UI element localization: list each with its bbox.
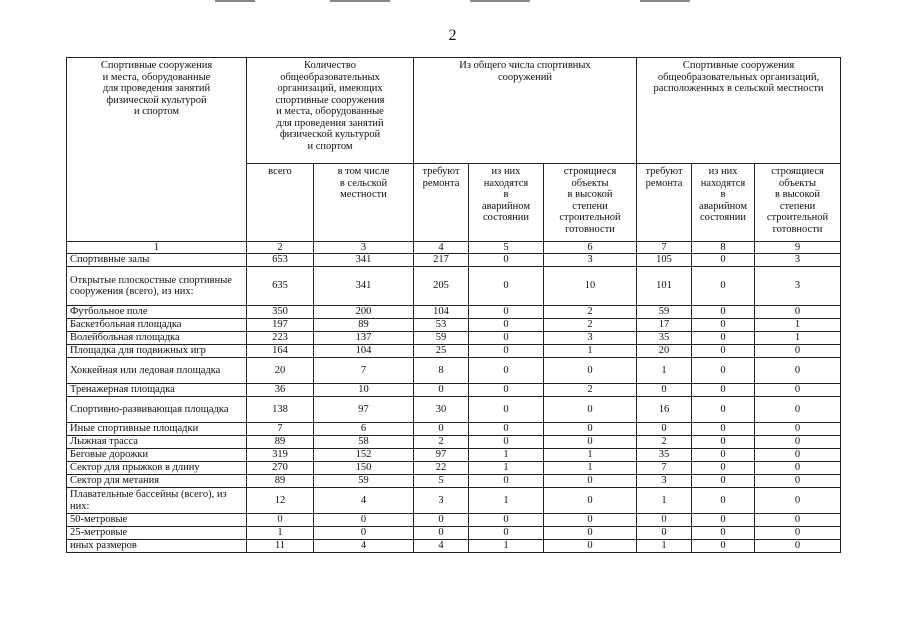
subheader-rural-emergency: из них находятся в аварийном состоянии xyxy=(692,164,755,242)
row-value: 89 xyxy=(314,319,414,332)
subheader-rural: в том числе в сельской местности xyxy=(314,164,414,242)
row-facility-name: Футбольное поле xyxy=(67,306,247,319)
column-number: 8 xyxy=(692,242,755,254)
row-value: 7 xyxy=(637,462,692,475)
row-value: 0 xyxy=(692,358,755,384)
row-value: 0 xyxy=(637,514,692,527)
row-value: 319 xyxy=(247,449,314,462)
row-value: 0 xyxy=(637,527,692,540)
row-value: 0 xyxy=(544,436,637,449)
column-number: 4 xyxy=(414,242,469,254)
row-value: 1 xyxy=(755,319,841,332)
row-value: 2 xyxy=(544,319,637,332)
row-value: 1 xyxy=(469,488,544,514)
row-value: 35 xyxy=(637,449,692,462)
row-value: 0 xyxy=(544,475,637,488)
row-value: 0 xyxy=(755,345,841,358)
table-row xyxy=(67,306,841,319)
row-value: 1 xyxy=(755,332,841,345)
row-value: 2 xyxy=(637,436,692,449)
row-value: 105 xyxy=(637,254,692,267)
row-value: 97 xyxy=(314,397,414,423)
row-value: 1 xyxy=(544,449,637,462)
row-value: 17 xyxy=(637,319,692,332)
row-value: 0 xyxy=(414,514,469,527)
row-value: 97 xyxy=(414,449,469,462)
row-value: 223 xyxy=(247,332,314,345)
row-value: 0 xyxy=(469,423,544,436)
top-edge-mark xyxy=(640,0,690,2)
row-value: 0 xyxy=(692,306,755,319)
row-value: 0 xyxy=(692,488,755,514)
row-value: 205 xyxy=(414,267,469,306)
row-facility-name: 25-метровые xyxy=(67,527,247,540)
row-value: 0 xyxy=(755,449,841,462)
row-value: 341 xyxy=(314,254,414,267)
column-number: 6 xyxy=(544,242,637,254)
row-value: 0 xyxy=(469,475,544,488)
table-row xyxy=(67,475,841,488)
table-row xyxy=(67,527,841,540)
row-value: 59 xyxy=(314,475,414,488)
row-value: 8 xyxy=(414,358,469,384)
row-facility-name: Беговые дорожки xyxy=(67,449,247,462)
row-value: 653 xyxy=(247,254,314,267)
row-value: 138 xyxy=(247,397,314,423)
row-value: 3 xyxy=(637,475,692,488)
row-value: 341 xyxy=(314,267,414,306)
top-edge-mark xyxy=(330,0,390,2)
column-number: 2 xyxy=(247,242,314,254)
row-value: 0 xyxy=(544,540,637,553)
row-facility-name: 50-метровые xyxy=(67,514,247,527)
row-value: 0 xyxy=(755,358,841,384)
row-value: 0 xyxy=(469,254,544,267)
row-value: 1 xyxy=(469,462,544,475)
row-value: 0 xyxy=(692,254,755,267)
row-value: 0 xyxy=(692,384,755,397)
row-value: 217 xyxy=(414,254,469,267)
row-value: 2 xyxy=(544,306,637,319)
row-value: 0 xyxy=(469,306,544,319)
table-row xyxy=(67,319,841,332)
row-facility-name: Тренажерная площадка xyxy=(67,384,247,397)
row-facility-name: иных размеров xyxy=(67,540,247,553)
row-value: 1 xyxy=(247,527,314,540)
row-value: 0 xyxy=(755,540,841,553)
row-value: 0 xyxy=(469,345,544,358)
row-value: 20 xyxy=(637,345,692,358)
row-value: 0 xyxy=(414,423,469,436)
table-row xyxy=(67,267,841,306)
row-value: 635 xyxy=(247,267,314,306)
row-value: 0 xyxy=(692,423,755,436)
subheader-total: всего xyxy=(247,164,314,242)
row-value: 0 xyxy=(637,384,692,397)
row-facility-name: Площадка для подвижных игр xyxy=(67,345,247,358)
row-value: 7 xyxy=(314,358,414,384)
row-value: 101 xyxy=(637,267,692,306)
row-value: 0 xyxy=(247,514,314,527)
row-value: 0 xyxy=(755,423,841,436)
row-value: 0 xyxy=(544,527,637,540)
table-row xyxy=(67,449,841,462)
row-value: 5 xyxy=(414,475,469,488)
row-value: 104 xyxy=(414,306,469,319)
top-edge-mark xyxy=(215,0,255,2)
row-value: 12 xyxy=(247,488,314,514)
row-value: 10 xyxy=(314,384,414,397)
row-value: 3 xyxy=(755,254,841,267)
row-value: 0 xyxy=(692,345,755,358)
row-value: 0 xyxy=(469,527,544,540)
header-organizations-count: Количество общеобразовательных организаций, имеющих спортивные сооружения и места, оборудованные для проведения занятий физической культурой и спортом xyxy=(247,58,414,164)
row-value: 0 xyxy=(755,462,841,475)
subheader-need-repair: требуют ремонта xyxy=(414,164,469,242)
row-facility-name: Иные спортивные площадки xyxy=(67,423,247,436)
row-value: 1 xyxy=(469,540,544,553)
row-value: 137 xyxy=(314,332,414,345)
row-value: 0 xyxy=(469,384,544,397)
row-value: 0 xyxy=(469,358,544,384)
table-row xyxy=(67,397,841,423)
row-value: 0 xyxy=(755,488,841,514)
header-of-total-facilities: Из общего числа спортивных сооружений xyxy=(414,58,637,164)
row-value: 1 xyxy=(637,488,692,514)
table-row xyxy=(67,423,841,436)
row-value: 59 xyxy=(637,306,692,319)
row-value: 2 xyxy=(544,384,637,397)
row-value: 3 xyxy=(414,488,469,514)
row-value: 4 xyxy=(314,540,414,553)
row-value: 59 xyxy=(414,332,469,345)
row-value: 3 xyxy=(544,332,637,345)
row-value: 7 xyxy=(247,423,314,436)
table-row xyxy=(67,436,841,449)
row-value: 22 xyxy=(414,462,469,475)
row-value: 1 xyxy=(637,540,692,553)
row-value: 53 xyxy=(414,319,469,332)
row-value: 30 xyxy=(414,397,469,423)
row-value: 0 xyxy=(692,449,755,462)
row-value: 3 xyxy=(544,254,637,267)
row-value: 0 xyxy=(469,514,544,527)
row-value: 0 xyxy=(692,527,755,540)
row-facility-name: Сектор для метания xyxy=(67,475,247,488)
row-value: 10 xyxy=(544,267,637,306)
row-value: 0 xyxy=(692,267,755,306)
row-value: 164 xyxy=(247,345,314,358)
row-value: 0 xyxy=(469,332,544,345)
column-number: 9 xyxy=(755,242,841,254)
column-number: 3 xyxy=(314,242,414,254)
row-value: 0 xyxy=(755,384,841,397)
row-value: 0 xyxy=(314,514,414,527)
row-value: 0 xyxy=(637,423,692,436)
row-value: 0 xyxy=(544,423,637,436)
header-rural-facilities: Спортивные сооружения общеобразовательных организаций, расположенных в сельской местности xyxy=(637,58,841,164)
header-facility-type: Спортивные сооружения и места, оборудованные для проведения занятий физической культурой и спортом xyxy=(67,58,247,242)
row-value: 0 xyxy=(544,488,637,514)
table-row xyxy=(67,332,841,345)
row-value: 0 xyxy=(414,384,469,397)
row-value: 0 xyxy=(755,514,841,527)
page-number: 2 xyxy=(448,27,457,44)
table-row xyxy=(67,345,841,358)
row-value: 6 xyxy=(314,423,414,436)
row-value: 197 xyxy=(247,319,314,332)
row-value: 0 xyxy=(692,436,755,449)
row-value: 1 xyxy=(544,345,637,358)
row-value: 0 xyxy=(692,475,755,488)
row-value: 270 xyxy=(247,462,314,475)
row-value: 0 xyxy=(469,267,544,306)
row-value: 0 xyxy=(692,462,755,475)
row-facility-name: Сектор для прыжков в длину xyxy=(67,462,247,475)
row-value: 0 xyxy=(692,332,755,345)
row-value: 0 xyxy=(469,436,544,449)
table-row xyxy=(67,488,841,514)
row-value: 0 xyxy=(414,527,469,540)
table-row xyxy=(67,254,841,267)
table-row xyxy=(67,384,841,397)
row-facility-name: Спортивно-развивающая площадка xyxy=(67,397,247,423)
row-facility-name: Плавательные бассейны (всего), из них: xyxy=(67,488,247,514)
row-facility-name: Спортивные залы xyxy=(67,254,247,267)
row-value: 2 xyxy=(414,436,469,449)
column-number: 5 xyxy=(469,242,544,254)
row-value: 4 xyxy=(314,488,414,514)
row-facility-name: Открытые плоскостные спортивные сооружения (всего), из них: xyxy=(67,267,247,306)
row-value: 0 xyxy=(755,436,841,449)
sports-facilities-table xyxy=(66,57,841,553)
table-row xyxy=(67,462,841,475)
row-facility-name: Лыжная трасса xyxy=(67,436,247,449)
table-row xyxy=(67,514,841,527)
column-number: 1 xyxy=(67,242,247,254)
subheader-under-construction: строящиеся объекты в высокой степени строительной готовности xyxy=(544,164,637,242)
row-value: 11 xyxy=(247,540,314,553)
row-value: 36 xyxy=(247,384,314,397)
row-value: 89 xyxy=(247,436,314,449)
row-value: 4 xyxy=(414,540,469,553)
row-value: 35 xyxy=(637,332,692,345)
row-value: 0 xyxy=(755,475,841,488)
row-value: 25 xyxy=(414,345,469,358)
subheader-emergency: из них находятся в аварийном состоянии xyxy=(469,164,544,242)
row-value: 0 xyxy=(544,514,637,527)
row-value: 1 xyxy=(544,462,637,475)
row-value: 1 xyxy=(469,449,544,462)
row-facility-name: Баскетбольная площадка xyxy=(67,319,247,332)
row-value: 16 xyxy=(637,397,692,423)
row-value: 0 xyxy=(469,319,544,332)
row-value: 0 xyxy=(544,358,637,384)
row-value: 20 xyxy=(247,358,314,384)
row-value: 0 xyxy=(469,397,544,423)
row-value: 0 xyxy=(755,527,841,540)
row-value: 0 xyxy=(755,397,841,423)
row-value: 1 xyxy=(637,358,692,384)
row-facility-name: Хоккейная или ледовая площадка xyxy=(67,358,247,384)
row-value: 89 xyxy=(247,475,314,488)
row-value: 0 xyxy=(692,514,755,527)
row-value: 200 xyxy=(314,306,414,319)
row-value: 0 xyxy=(692,319,755,332)
row-value: 58 xyxy=(314,436,414,449)
row-value: 0 xyxy=(544,397,637,423)
row-value: 350 xyxy=(247,306,314,319)
subheader-rural-under-construction: строящиеся объекты в высокой степени строительной готовности xyxy=(755,164,841,242)
row-value: 3 xyxy=(755,267,841,306)
row-value: 104 xyxy=(314,345,414,358)
row-facility-name: Волейбольная площадка xyxy=(67,332,247,345)
table-row xyxy=(67,540,841,553)
row-value: 0 xyxy=(314,527,414,540)
row-value: 152 xyxy=(314,449,414,462)
subheader-rural-need-repair: требуют ремонта xyxy=(637,164,692,242)
row-value: 150 xyxy=(314,462,414,475)
row-value: 0 xyxy=(692,540,755,553)
table-row xyxy=(67,358,841,384)
top-edge-mark xyxy=(470,0,530,2)
row-value: 0 xyxy=(755,306,841,319)
row-value: 0 xyxy=(692,397,755,423)
column-number: 7 xyxy=(637,242,692,254)
